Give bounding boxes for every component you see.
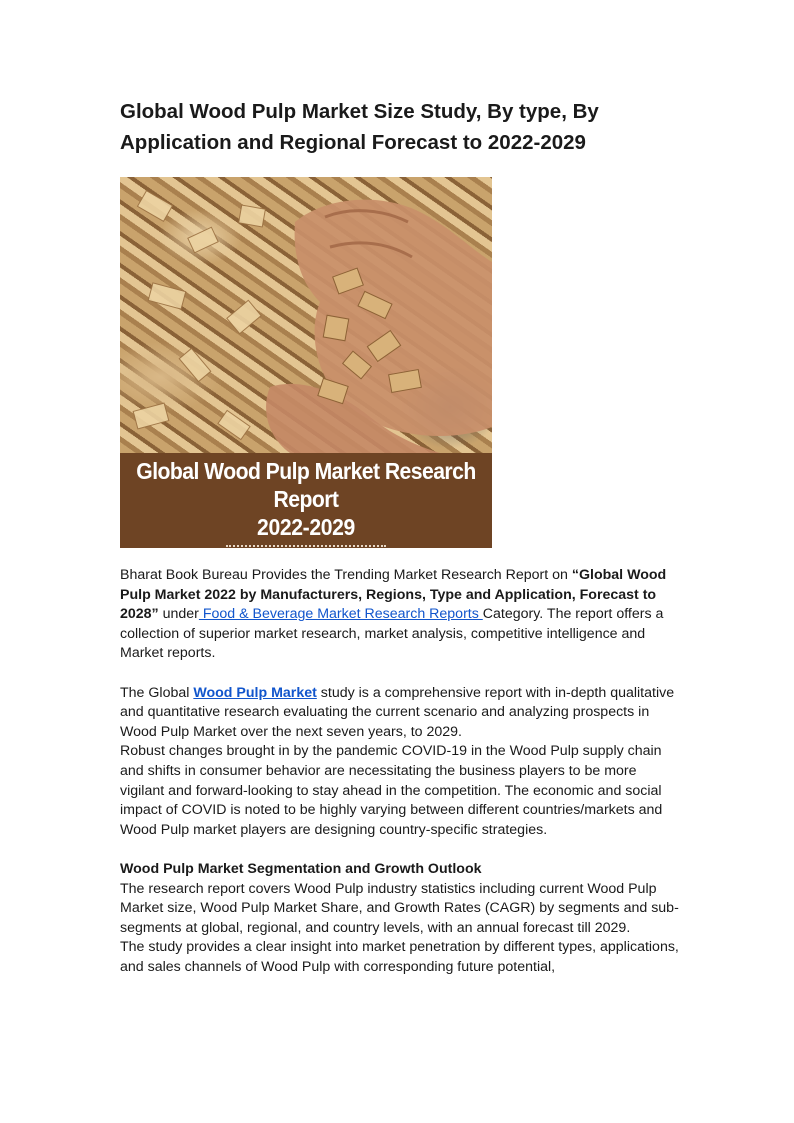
segmentation-heading-text: Wood Pulp Market Segmentation and Growth Outlook xyxy=(120,860,482,877)
wood-pulp-market-link-label: Wood Pulp Market xyxy=(193,684,317,701)
page-title: Global Wood Pulp Market Size Study, By type, By Application and Regional Forecast to 2022-2029 xyxy=(120,100,599,154)
hands-holding-wood-chips-icon xyxy=(120,177,492,453)
study-text: The Global xyxy=(120,684,194,701)
intro-text: Bharat Book Bureau Provides the Trending Market Research Report on xyxy=(120,567,572,583)
study-text-rest: study is a comprehensive report with in-depth qualitative and quantitative research evaluating the current scenario and analyzing prospects in Wood Pulp Market over the next seven years, to 2029. xyxy=(120,684,675,740)
banner-title: Global Wood Pulp Market Research Report xyxy=(136,458,476,512)
banner-url: www.bharatbook.com xyxy=(223,550,389,570)
intro-text-under: under xyxy=(158,606,199,623)
food-beverage-reports-link[interactable]: Food & Beverage Market Research Reports xyxy=(198,606,483,623)
intro-text-rest: Category. The report offers a collection of superior market research, market analysis, competitive intelligence and Market reports. xyxy=(120,606,664,662)
segmentation-paragraph-2: The study provides a clear insight into market penetration by different types, applications, and sales channels of Wood Pulp with corresponding future potential, xyxy=(120,939,679,975)
study-paragraph xyxy=(120,684,680,743)
report-cover-image xyxy=(120,177,492,570)
segmentation-paragraph-1: The research report covers Wood Pulp industry statistics including current Wood Pulp Market size, Wood Pulp Market Share, and Growth Rates (CAGR) by segments and sub-segments at global, regional, and country levels, with an annual forecast till 2029. xyxy=(120,880,679,936)
intro-paragraph xyxy=(120,566,680,664)
report-cover-banner xyxy=(120,453,492,570)
wood-chips-photo xyxy=(120,177,492,453)
banner-years: 2022-2029 xyxy=(257,514,355,540)
report-title-bold: “Global Wood Pulp Market 2022 by Manufacturers, Regions, Type and Application, Forecast to 2028” xyxy=(120,567,667,623)
segmentation-heading xyxy=(120,860,680,880)
banner-divider xyxy=(226,545,386,547)
covid-paragraph: Robust changes brought in by the pandemic COVID-19 in the Wood Pulp supply chain and shifts in consumer behavior are necessitating the business players to be more vigilant and forward-looking to stay ahead in the competition. The economic and social impact of COVID is noted to be highly varying between different countries/markets and Wood Pulp market players are designing country-specific strategies. xyxy=(120,743,663,838)
wood-pulp-market-link[interactable] xyxy=(193,685,317,701)
article-body xyxy=(120,566,680,977)
